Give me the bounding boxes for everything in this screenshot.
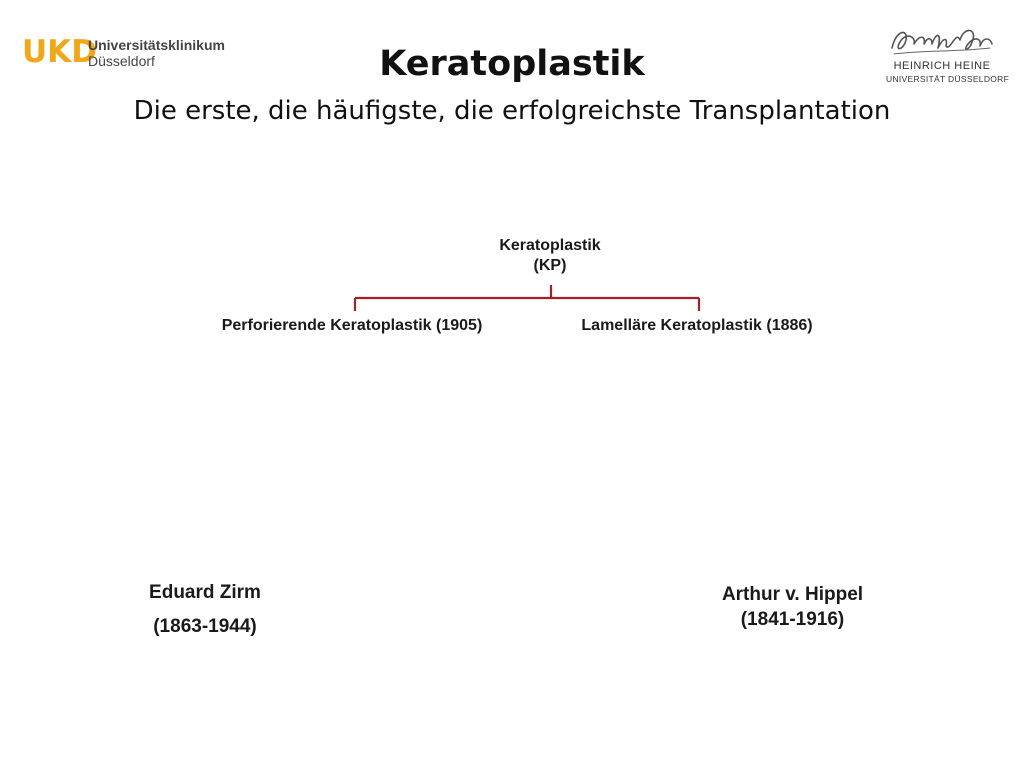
ukd-logo-mark: UKD [22, 34, 97, 70]
root-node-label: Keratoplastik [499, 237, 601, 254]
root-node [450, 236, 650, 276]
hhu-logo-line2: UNIVERSITÄT DÜSSELDORF [886, 74, 1010, 84]
ukd-logo-line2: Düsseldorf [88, 53, 155, 69]
person-name-zirm: Eduard Zirm [149, 582, 261, 603]
root-node-abbreviation: (KP) [533, 257, 567, 274]
person-years-zirm: (1863-1944) [153, 616, 257, 637]
right-child-label: Lamelläre Keratoplastik (1886) [581, 317, 813, 334]
hhu-logo [886, 22, 1010, 84]
right-child-node [552, 317, 842, 335]
person-years-hippel: (1841-1916) [740, 609, 845, 630]
ukd-logo-line1: Universitätsklinikum [88, 37, 225, 53]
slide-title: Keratoplastik [379, 44, 645, 84]
hhu-logo-line1: HEINRICH HEINE [893, 60, 991, 72]
keratoplasty-tree-diagram [0, 230, 1024, 350]
slide-subtitle: Die erste, die häufigste, die erfolgreichste Transplantation [133, 96, 891, 126]
person-name-hippel: Arthur v. Hippel [721, 584, 864, 605]
connector-lines [355, 285, 699, 311]
left-child-node: Perforierende Keratoplastik (1905) [221, 317, 483, 334]
hhu-signature-icon [886, 22, 998, 60]
